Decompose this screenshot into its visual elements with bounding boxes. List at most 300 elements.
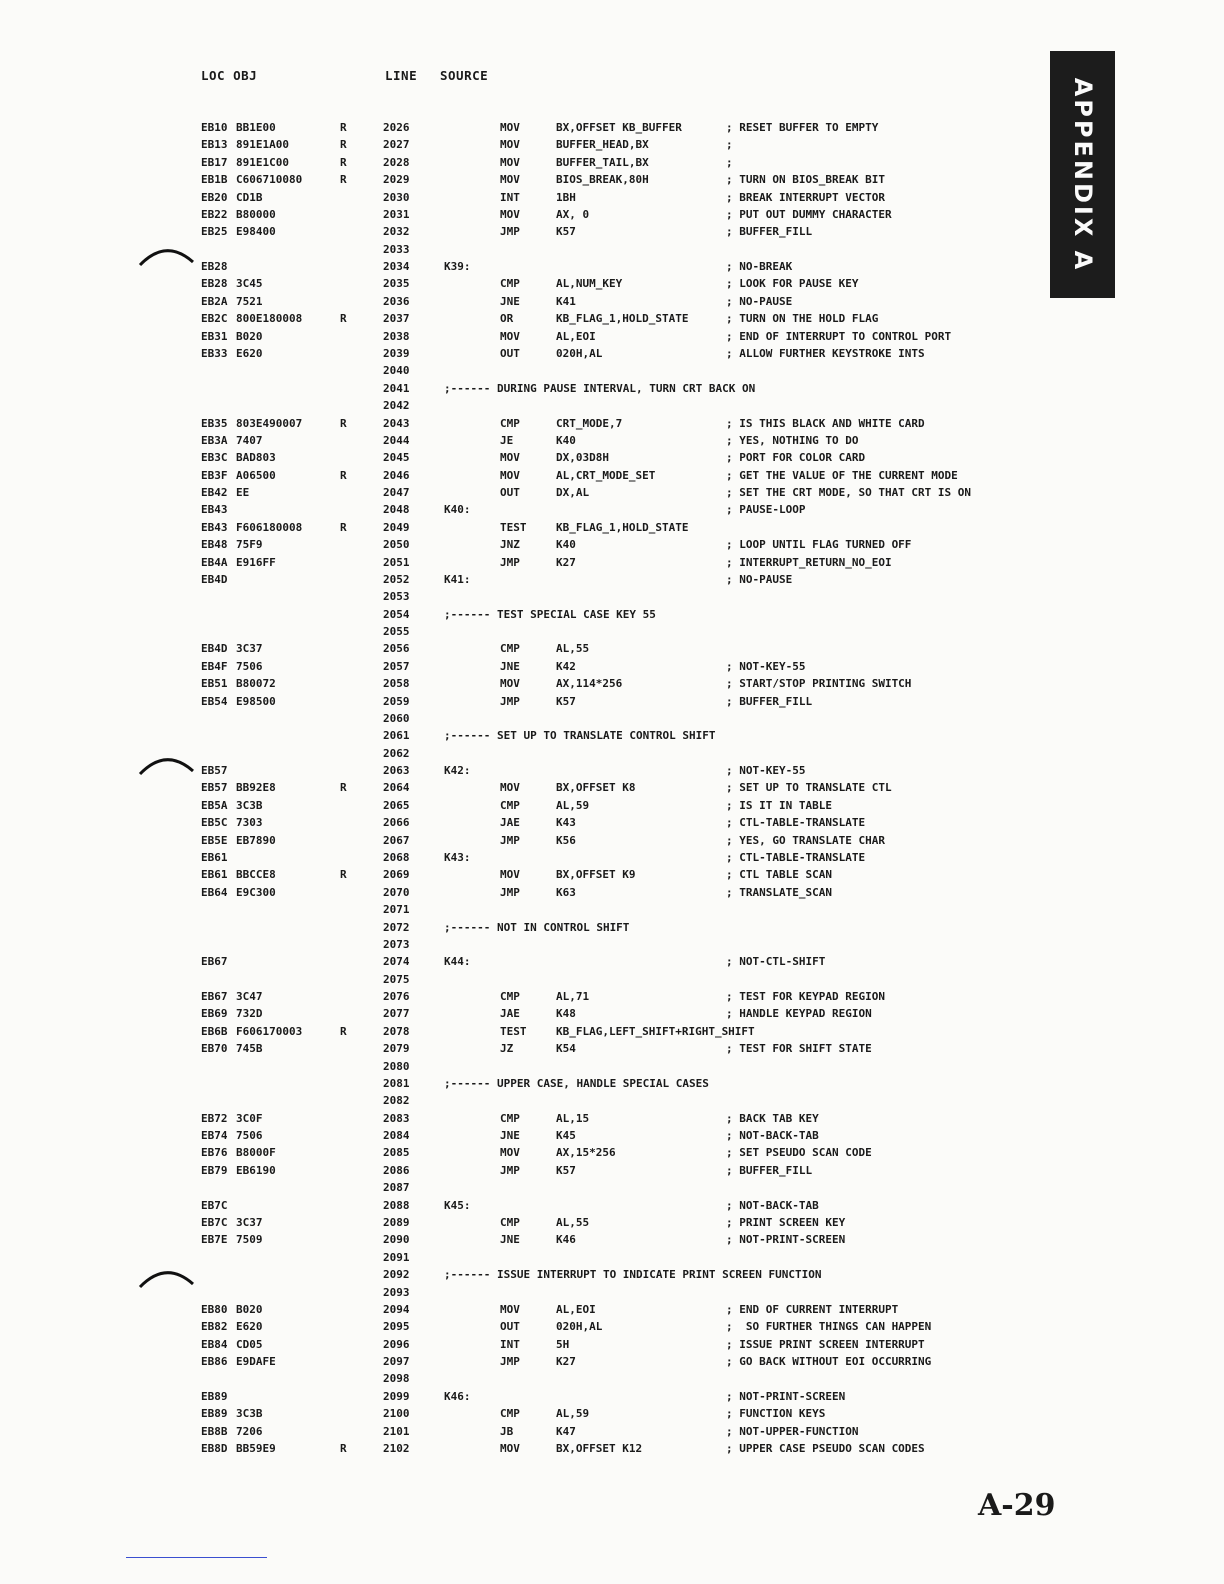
listing-row [0,1407,1224,1424]
operand-field: K63 [556,885,576,899]
operand-field: BX,OFFSET K8 [556,781,636,795]
listing-row [0,625,1224,642]
operand-field: K48 [556,1007,576,1021]
line-number: 2094 [383,1302,410,1316]
operand-field: AL,EOI [556,329,596,343]
listing-row [0,1303,1224,1320]
obj-field: 7303 [236,816,263,830]
listing-row [0,225,1224,242]
obj-field: E98400 [236,225,276,239]
operand-field: AL,EOI [556,1302,596,1316]
obj-field: 3C47 [236,990,263,1003]
loc-field: EB8B [201,1424,228,1438]
loc-field: EB61 [201,851,228,864]
obj-field: E620 [236,1320,263,1334]
opcode-field: JMP [500,1163,520,1177]
listing-row [0,799,1224,816]
operand-field: 020H,AL [556,1320,603,1334]
line-number: 2078 [383,1024,410,1038]
listing-row [0,277,1224,294]
loc-field: EB35 [201,416,228,430]
comment-field: ; IS THIS BLACK AND WHITE CARD [726,416,925,430]
listing-row [0,1042,1224,1059]
comment-field: ; TRANSLATE_SCAN [726,885,832,899]
page-number: A-29 [978,1488,1056,1523]
comment-field: ; YES, GO TRANSLATE CHAR [726,833,885,847]
loc-field: EB43 [201,520,228,534]
comment-field: ; BUFFER_FILL [726,225,813,239]
opcode-field: MOV [500,1441,520,1455]
obj-field: 800E180008 [236,312,303,326]
line-number: 2076 [383,990,410,1003]
obj-field: 7206 [236,1424,263,1438]
opcode-field: JB [500,1424,514,1438]
comment-field: ; ISSUE PRINT SCREEN INTERRUPT [726,1337,925,1351]
comment-field: ; SET THE CRT MODE, SO THAT CRT IS ON [726,486,972,499]
obj-field: 803E490007 [236,416,303,430]
line-number: 2064 [383,781,410,795]
relocation-flag: R [340,416,347,430]
operand-field: DX,AL [556,486,590,499]
loc-field: EB61 [201,868,228,882]
operand-field: AL,55 [556,642,590,656]
obj-field: BB92E8 [236,781,276,795]
comment-field: ; CTL TABLE SCAN [726,868,832,882]
label-field: K41: [444,572,471,586]
comment-field: ; NOT-CTL-SHIFT [726,955,826,969]
relocation-flag: R [340,468,347,482]
comment-field: ; GO BACK WITHOUT EOI OCCURRING [726,1355,932,1368]
obj-field: 732D [236,1007,263,1021]
operand-field: BUFFER_TAIL,BX [556,155,649,169]
loc-field: EB10 [201,121,228,134]
operand-field: K57 [556,1163,576,1177]
loc-field: EB76 [201,1146,228,1160]
obj-field: 7509 [236,1233,263,1247]
opcode-field: JMP [500,694,520,708]
comment-field: ; START/STOP PRINTING SWITCH [726,677,912,691]
line-number: 2059 [383,694,410,708]
line-number: 2095 [383,1320,410,1334]
comment-field: ; HANDLE KEYPAD REGION [726,1007,872,1021]
loc-field: EB57 [201,764,228,778]
line-number: 2027 [383,138,410,152]
obj-field: B80072 [236,677,276,691]
obj-field: F606180008 [236,520,303,534]
opcode-field: JAE [500,816,520,830]
comment-field: ; NO-PAUSE [726,294,793,308]
line-number: 2082 [383,1094,410,1108]
line-number: 2045 [383,451,410,465]
label-field: K39: [444,260,471,273]
line-number: 2085 [383,1146,410,1160]
relocation-flag: R [340,312,347,326]
loc-field: EB42 [201,486,228,499]
section-comment: ;------ NOT IN CONTROL SHIFT [444,920,630,934]
line-number: 2069 [383,868,410,882]
opcode-field: JNE [500,1233,520,1247]
listing-row [0,1355,1224,1372]
loc-field: EB89 [201,1389,228,1403]
operand-field: K57 [556,694,576,708]
listing-row [0,1181,1224,1198]
operand-field: AL,71 [556,990,590,1003]
line-number: 2066 [383,816,410,830]
obj-field: 7506 [236,1129,263,1142]
line-number: 2028 [383,155,410,169]
opcode-field: MOV [500,781,520,795]
listing-row [0,521,1224,538]
comment-field: ; END OF INTERRUPT TO CONTROL PORT [726,329,952,343]
comment-field: ; NOT-PRINT-SCREEN [726,1233,846,1247]
loc-field: EB54 [201,694,228,708]
loc-field: EB84 [201,1337,228,1351]
obj-field: CD05 [236,1337,263,1351]
listing-row [0,156,1224,173]
line-number: 2086 [383,1163,410,1177]
line-number: 2050 [383,538,410,552]
listing-row [0,503,1224,520]
line-number: 2048 [383,503,410,517]
opcode-field: MOV [500,173,520,187]
relocation-flag: R [340,173,347,187]
opcode-field: CMP [500,1407,520,1421]
line-number: 2052 [383,572,410,586]
opcode-field: MOV [500,155,520,169]
line-number: 2102 [383,1441,410,1455]
listing-row [0,538,1224,555]
label-field: K42: [444,764,471,778]
loc-field: EB5C [201,816,228,830]
listing-row [0,330,1224,347]
line-number: 2038 [383,329,410,343]
operand-field: AL,59 [556,1407,590,1421]
relocation-flag: R [340,1441,347,1455]
comment-field: ; NOT-PRINT-SCREEN [726,1389,846,1403]
line-number: 2039 [383,346,410,360]
listing-row [0,382,1224,399]
opcode-field: JMP [500,885,520,899]
opcode-field: JNE [500,659,520,673]
loc-field: EB6B [201,1024,228,1038]
line-number: 2041 [383,381,410,395]
opcode-field: CMP [500,642,520,656]
line-number: 2035 [383,277,410,291]
comment-field: ; BUFFER_FILL [726,694,813,708]
listing-row [0,1251,1224,1268]
listing-row [0,990,1224,1007]
listing-row [0,955,1224,972]
listing-row [0,138,1224,155]
line-number: 2054 [383,607,410,621]
opcode-field: CMP [500,1215,520,1229]
obj-field: E9DAFE [236,1355,276,1368]
comment-field: ; END OF CURRENT INTERRUPT [726,1302,899,1316]
section-comment: ;------ SET UP TO TRANSLATE CONTROL SHIFT [444,729,716,743]
operand-field: BUFFER_HEAD,BX [556,138,649,152]
listing-row [0,747,1224,764]
opcode-field: MOV [500,121,520,134]
loc-field: EB20 [201,190,228,204]
listing-row [0,399,1224,416]
comment-field: ; ALLOW FURTHER KEYSTROKE INTS [726,346,925,360]
comment-field: ; SET UP TO TRANSLATE CTL [726,781,892,795]
comment-field: ; NO-BREAK [726,260,793,273]
listing-row [0,921,1224,938]
obj-field: 3C3B [236,798,263,812]
comment-field: ; TEST FOR SHIFT STATE [726,1042,872,1056]
obj-field: E620 [236,346,263,360]
opcode-field: CMP [500,277,520,291]
line-number: 2077 [383,1007,410,1021]
opcode-field: TEST [500,1024,527,1038]
label-field: K46: [444,1389,471,1403]
line-number: 2063 [383,764,410,778]
relocation-flag: R [340,520,347,534]
header-loc-obj: LOC OBJ [201,68,258,83]
line-number: 2068 [383,851,410,864]
comment-field: ; [726,155,733,169]
opcode-field: JNZ [500,538,520,552]
opcode-field: CMP [500,416,520,430]
line-number: 2058 [383,677,410,691]
loc-field: EB3A [201,433,228,447]
obj-field: B020 [236,1302,263,1316]
loc-field: EB4A [201,555,228,569]
listing-row [0,695,1224,712]
obj-field: 3C37 [236,1215,263,1229]
listing-row [0,260,1224,277]
line-number: 2060 [383,711,410,725]
obj-field: EB7890 [236,833,276,847]
opcode-field: JZ [500,1042,514,1056]
comment-field: ; PORT FOR COLOR CARD [726,451,866,465]
listing-row [0,712,1224,729]
listing-row [0,1199,1224,1216]
relocation-flag: R [340,1024,347,1038]
listing-row [0,364,1224,381]
operand-field: K45 [556,1129,576,1142]
comment-field: ; BACK TAB KEY [726,1111,819,1125]
listing-row [0,886,1224,903]
line-number: 2084 [383,1129,410,1142]
line-number: 2053 [383,590,410,604]
opcode-field: MOV [500,868,520,882]
line-number: 2093 [383,1285,410,1299]
operand-field: K46 [556,1233,576,1247]
section-comment: ;------ UPPER CASE, HANDLE SPECIAL CASES [444,1076,709,1090]
loc-field: EB4D [201,572,228,586]
obj-field: E98500 [236,694,276,708]
relocation-flag: R [340,781,347,795]
operand-field: K57 [556,225,576,239]
listing-row [0,1164,1224,1181]
operand-field: AL,55 [556,1215,590,1229]
comment-field: ; GET THE VALUE OF THE CURRENT MODE [726,468,958,482]
loc-field: EB48 [201,538,228,552]
operand-field: CRT_MODE,7 [556,416,623,430]
operand-field: K42 [556,659,576,673]
loc-field: EB67 [201,955,228,969]
loc-field: EB17 [201,155,228,169]
operand-field: KB_FLAG_1,HOLD_STATE [556,312,689,326]
obj-field: B8000F [236,1146,276,1160]
appendix-tab-label: APPENDIX A [1068,77,1097,272]
opcode-field: OUT [500,1320,520,1334]
obj-field: BBCCE8 [236,868,276,882]
operand-field: AL,CRT_MODE_SET [556,468,656,482]
line-number: 2072 [383,920,410,934]
line-number: 2051 [383,555,410,569]
label-field: K44: [444,955,471,969]
header-source: SOURCE [440,68,489,83]
opcode-field: MOV [500,1302,520,1316]
comment-field: ; FUNCTION KEYS [726,1407,826,1421]
comment-field: ; YES, NOTHING TO DO [726,433,859,447]
obj-field: 7521 [236,294,263,308]
loc-field: EB25 [201,225,228,239]
operand-field: BX,OFFSET KB_BUFFER [556,121,682,134]
opcode-field: CMP [500,798,520,812]
loc-field: EB22 [201,207,228,221]
listing-row [0,1060,1224,1077]
loc-field: EB4F [201,659,228,673]
line-number: 2097 [383,1355,410,1368]
comment-field: ; NOT-BACK-TAB [726,1198,819,1212]
loc-field: EB86 [201,1355,228,1368]
obj-field: 891E1C00 [236,155,289,169]
loc-field: EB80 [201,1302,228,1316]
operand-field: AL,NUM_KEY [556,277,623,291]
obj-field: 3C0F [236,1111,263,1125]
obj-field: 75F9 [236,538,263,552]
loc-field: EB79 [201,1163,228,1177]
relocation-flag: R [340,138,347,152]
opcode-field: JNE [500,294,520,308]
obj-field: E9C300 [236,885,276,899]
line-number: 2043 [383,416,410,430]
loc-field: EB28 [201,260,228,273]
listing-row [0,1025,1224,1042]
operand-field: DX,03D8H [556,451,609,465]
loc-field: EB57 [201,781,228,795]
listing-row [0,973,1224,990]
listing-row [0,556,1224,573]
obj-field: 7506 [236,659,263,673]
obj-field: F606170003 [236,1024,303,1038]
operand-field: AX,114*256 [556,677,623,691]
listing-row [0,1338,1224,1355]
operand-field: 020H,AL [556,346,603,360]
loc-field: EB70 [201,1042,228,1056]
line-number: 2031 [383,207,410,221]
operand-field: BX,OFFSET K9 [556,868,636,882]
listing-row [0,677,1224,694]
comment-field: ; CTL-TABLE-TRANSLATE [726,851,866,864]
loc-field: EB2A [201,294,228,308]
line-number: 2034 [383,260,410,273]
line-number: 2101 [383,1424,410,1438]
opcode-field: MOV [500,138,520,152]
listing-row [0,243,1224,260]
obj-field: EB6190 [236,1163,276,1177]
comment-field: ; LOOP UNTIL FLAG TURNED OFF [726,538,912,552]
loc-field: EB7C [201,1215,228,1229]
line-number: 2096 [383,1337,410,1351]
comment-field: ; TEST FOR KEYPAD REGION [726,990,885,1003]
loc-field: EB82 [201,1320,228,1334]
listing-row [0,851,1224,868]
loc-field: EB43 [201,503,228,517]
line-number: 2047 [383,486,410,499]
line-number: 2100 [383,1407,410,1421]
opcode-field: INT [500,190,520,204]
operand-field: KB_FLAG,LEFT_SHIFT+RIGHT_SHIFT [556,1024,755,1038]
opcode-field: JNE [500,1129,520,1142]
loc-field: EB8D [201,1441,228,1455]
listing-row [0,295,1224,312]
comment-field: ; LOOK FOR PAUSE KEY [726,277,859,291]
listing-row [0,1112,1224,1129]
operand-field: K56 [556,833,576,847]
operand-field: 1BH [556,190,576,204]
loc-field: EB3F [201,468,228,482]
line-number: 2042 [383,399,410,413]
line-number: 2090 [383,1233,410,1247]
listing-row [0,1146,1224,1163]
line-number: 2030 [383,190,410,204]
operand-field: BX,OFFSET K12 [556,1441,643,1455]
loc-field: EB5E [201,833,228,847]
opcode-field: CMP [500,990,520,1003]
comment-field: ; NOT-KEY-55 [726,764,806,778]
line-number: 2079 [383,1042,410,1056]
loc-field: EB28 [201,277,228,291]
obj-field: A06500 [236,468,276,482]
opcode-field: MOV [500,468,520,482]
line-number: 2070 [383,885,410,899]
line-number: 2088 [383,1198,410,1212]
operand-field: K40 [556,538,576,552]
operand-field: AL,15 [556,1111,590,1125]
line-number: 2049 [383,520,410,534]
listing-row [0,729,1224,746]
operand-field: K43 [556,816,576,830]
label-field: K43: [444,851,471,864]
obj-field: 3C45 [236,277,263,291]
comment-field: ; NOT-UPPER-FUNCTION [726,1424,859,1438]
opcode-field: TEST [500,520,527,534]
listing-row [0,469,1224,486]
obj-field: 745B [236,1042,263,1056]
line-number: 2029 [383,173,410,187]
comment-field: ; IS IT IN TABLE [726,798,832,812]
listing-row [0,173,1224,190]
loc-field: EB67 [201,990,228,1003]
operand-field: K41 [556,294,576,308]
listing-row [0,451,1224,468]
comment-field: ; CTL-TABLE-TRANSLATE [726,816,866,830]
comment-field: ; INTERRUPT_RETURN_NO_EOI [726,555,892,569]
opcode-field: OR [500,312,514,326]
label-field: K40: [444,503,471,517]
listing-row [0,1216,1224,1233]
listing-row [0,903,1224,920]
obj-field: 3C37 [236,642,263,656]
label-field: K45: [444,1198,471,1212]
line-number: 2092 [383,1268,410,1282]
comment-field: ; SET PSEUDO SCAN CODE [726,1146,872,1160]
